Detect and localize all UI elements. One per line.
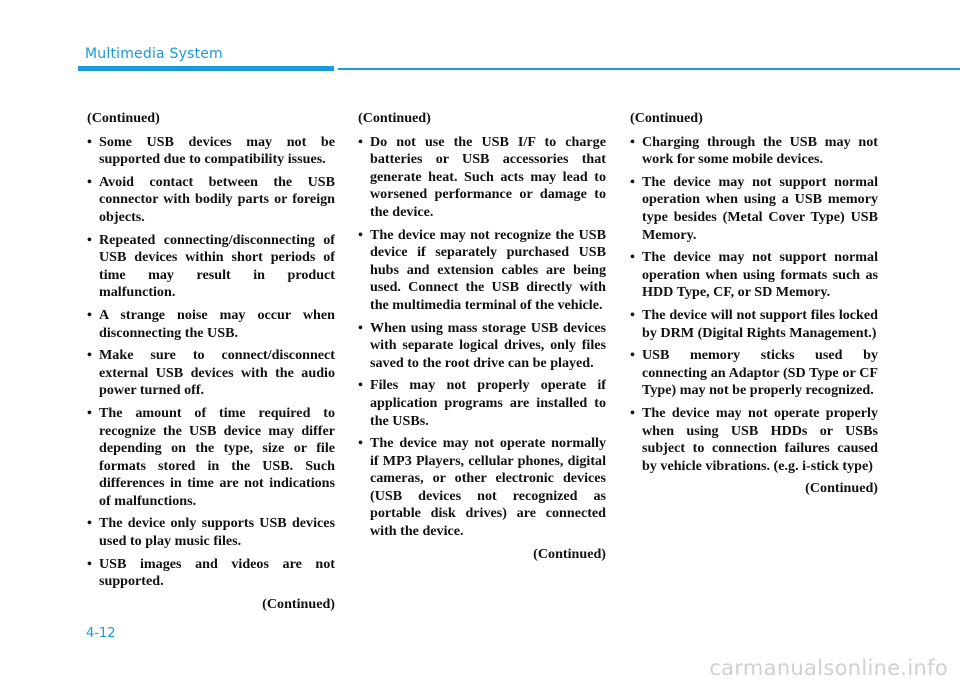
bullet-item: • The device may not support normal operation when using formats such as HDD Type, CF, or SD Memory. xyxy=(620,249,878,302)
bullet-item: • The device may not operate normally if MP3 Players, cellular phones, digital cameras, or other electronic devices (USB devices not recognized as portable disk drives) are connected with the device. xyxy=(348,435,606,541)
continued-heading: (Continued) xyxy=(630,110,703,126)
bullet-item: • Files may not properly operate if application programs are installed to the USBs. xyxy=(348,377,606,430)
bullet-item: • Charging through the USB may not work for some mobile devices. xyxy=(620,134,878,169)
continued-footer: (Continued) xyxy=(533,545,606,562)
text-column-1 xyxy=(77,110,335,613)
bullet-item: • A strange noise may occur when disconnecting the USB. xyxy=(77,307,335,342)
header-rule-thin xyxy=(338,68,960,70)
text-column-2 xyxy=(348,110,606,563)
bullet-item: • The device may not operate properly when using USB HDDs or USBs subject to connection failures caused by vehicle vibrations. (e.g. i-stick type) xyxy=(620,405,878,475)
bullet-item: • Repeated connecting/disconnecting of USB devices within short periods of time may result in product malfunction. xyxy=(77,232,335,302)
continued-heading: (Continued) xyxy=(358,110,431,126)
bullet-item: • The amount of time required to recognize the USB device may differ depending on the type, size or file formats stored in the USB. Such differences in time are not indications of malfunctions. xyxy=(77,405,335,511)
bullet-list xyxy=(348,134,606,541)
text-column-3 xyxy=(620,110,878,498)
bullet-item: • USB memory sticks used by connecting an Adaptor (SD Type or CF Type) may not be properly recognized. xyxy=(620,347,878,400)
bullet-list xyxy=(77,134,335,591)
bullet-item: • Avoid contact between the USB connector with bodily parts or foreign objects. xyxy=(77,174,335,227)
bullet-item: • Make sure to connect/disconnect external USB devices with the audio power turned off. xyxy=(77,347,335,400)
bullet-item: • The device may not recognize the USB device if separately purchased USB hubs and extension cables are being used. Connect the USB directly with the multimedia terminal of the vehicle. xyxy=(348,227,606,315)
bullet-item: • The device will not support files locked by DRM (Digital Rights Management.) xyxy=(620,307,878,342)
header-rule-thick xyxy=(78,66,334,71)
bullet-item: • USB images and videos are not supported. xyxy=(77,556,335,591)
bullet-item: • Do not use the USB I/F to charge batteries or USB accessories that generate heat. Such acts may lead to worsened performance or damage to the device. xyxy=(348,134,606,222)
continued-footer: (Continued) xyxy=(262,595,335,612)
page-number: 4-12 xyxy=(86,626,116,641)
continued-heading: (Continued) xyxy=(87,110,160,126)
bullet-item: • Some USB devices may not be supported due to compatibility issues. xyxy=(77,134,335,169)
continued-footer: (Continued) xyxy=(805,480,878,497)
bullet-item: • The device may not support normal operation when using a USB memory type besides (Metal Cover Type) USB Memory. xyxy=(620,174,878,244)
bullet-item: • The device only supports USB devices used to play music files. xyxy=(77,515,335,550)
watermark: carmanualsonline.info xyxy=(709,656,948,680)
bullet-list xyxy=(620,134,878,476)
section-title: Multimedia System xyxy=(85,46,223,62)
bullet-item: • When using mass storage USB devices with separate logical drives, only files saved to the root drive can be played. xyxy=(348,320,606,373)
